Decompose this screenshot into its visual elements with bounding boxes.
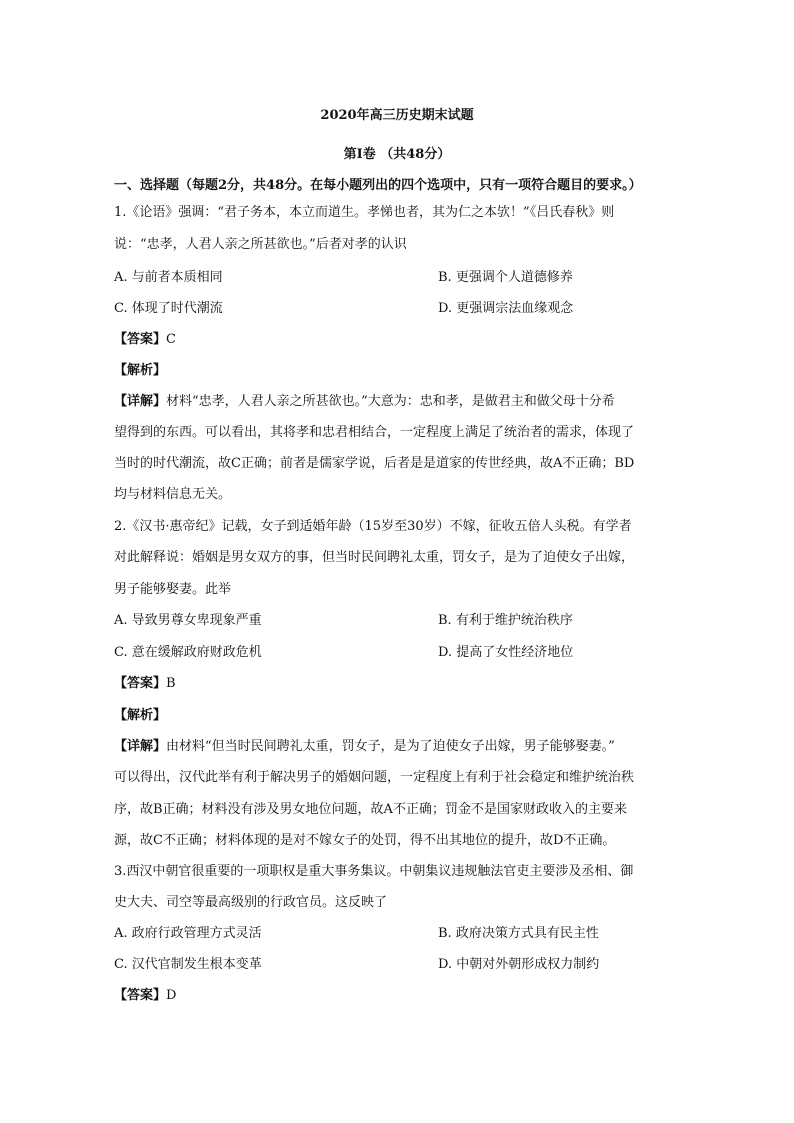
q1-option-a: A. 与前者本质相同 bbox=[114, 270, 223, 285]
q1-detail-line-4: 均与材料信息无关。 bbox=[114, 487, 232, 502]
detail-tag: 【详解】 bbox=[114, 394, 167, 409]
q1-option-b: B. 更强调个人道德修养 bbox=[438, 270, 573, 285]
q1-analysis-tag: 【解析】 bbox=[114, 363, 167, 378]
answer-tag: 【答案】 bbox=[114, 676, 167, 691]
q2-stem-line-1: 2.《汉书·惠帝纪》记载，女子到适婚年龄（15岁至30岁）不嫁，征收五倍人头税。有学者 bbox=[114, 519, 632, 534]
q2-detail-line-4: 源，故C不正确；材料体现的是对不嫁女子的处罚，得不出其地位的提升，故D不正确。 bbox=[114, 833, 616, 848]
q2-stem-line-3: 男子能够娶妻。此举 bbox=[114, 582, 232, 597]
detail-text: 由材料“但当时民间聘礼太重，罚女子，是为了迫使女子出嫁，男子能够娶妻。” bbox=[166, 739, 615, 754]
detail-text: 材料“忠孝，人君人亲之所甚欲也。”大意为：忠和孝，是做君主和做父母十分希 bbox=[166, 394, 615, 409]
answer-value: C bbox=[166, 332, 176, 347]
q3-option-b: B. 政府决策方式具有民主性 bbox=[438, 926, 599, 941]
q1-detail-line-2: 望得到的东西。可以看出，其将孝和忠君相结合，一定程度上满足了统治者的需求，体现了 bbox=[114, 425, 635, 440]
q2-detail-line-1 bbox=[114, 737, 690, 757]
answer-value: D bbox=[166, 988, 177, 1003]
section-heading: 第Ⅰ卷 （共48分） bbox=[343, 147, 451, 162]
answer-tag: 【答案】 bbox=[114, 332, 167, 347]
q3-option-d: D. 中朝对外朝形成权力制约 bbox=[438, 957, 600, 972]
q2-detail-line-3: 序，故B正确；材料没有涉及男女地位问题，故A不正确；罚金不是国家财政收入的主要来 bbox=[114, 802, 627, 817]
q1-stem-line-2: 说：“忠孝，人君人亲之所甚欲也。”后者对孝的认识 bbox=[114, 237, 407, 252]
detail-tag: 【详解】 bbox=[114, 739, 167, 754]
q1-detail-line-1 bbox=[114, 392, 690, 412]
answer-value: B bbox=[166, 676, 176, 691]
answer-tag: 【答案】 bbox=[114, 988, 167, 1003]
q2-detail-line-2: 可以得出，汉代此举有利于解决男子的婚姻问题，一定程度上有利于社会稳定和维护统治秩 bbox=[114, 770, 635, 785]
q3-option-c: C. 汉代官制发生根本变革 bbox=[114, 957, 262, 972]
q1-detail-line-3: 当时的时代潮流，故C正确；前者是儒家学说，后者是是道家的传世经典，故A不正确；BD bbox=[114, 456, 635, 471]
q2-stem-line-2: 对此解释说：婚姻是男女双方的事，但当时民间聘礼太重，罚女子，是为了迫使女子出嫁， bbox=[114, 550, 635, 565]
q2-answer bbox=[114, 674, 690, 694]
q3-stem-line-2: 史大夫、司空等最高级别的行政官员。这反映了 bbox=[114, 895, 388, 910]
q1-option-c: C. 体现了时代潮流 bbox=[114, 301, 223, 316]
q3-stem-line-1: 3.西汉中朝官很重要的一项职权是重大事务集议。中朝集议违规触法官吏主要涉及丞相、御 bbox=[114, 864, 634, 879]
q1-stem-line-1: 1.《论语》强调：“君子务本，本立而道生。孝悌也者，其为仁之本欤！”《吕氏春秋》则 bbox=[114, 205, 615, 220]
section-instruction: 一、选择题（每题2分，共48分。在每小题列出的四个选项中，只有一项符合题目的要求。） bbox=[114, 178, 642, 193]
q1-answer bbox=[114, 330, 690, 350]
q2-option-a: A. 导致男尊女卑现象严重 bbox=[114, 613, 262, 628]
q1-option-d: D. 更强调宗法血缘观念 bbox=[438, 301, 574, 316]
q2-option-c: C. 意在缓解政府财政危机 bbox=[114, 645, 262, 660]
q3-option-a: A. 政府行政管理方式灵活 bbox=[114, 926, 262, 941]
q2-analysis-tag: 【解析】 bbox=[114, 708, 167, 723]
document-title: 2020年高三历史期末试题 bbox=[320, 108, 474, 123]
q3-answer bbox=[114, 986, 690, 1006]
q2-option-b: B. 有利于维护统治秩序 bbox=[438, 613, 573, 628]
q2-option-d: D. 提高了女性经济地位 bbox=[438, 645, 574, 660]
